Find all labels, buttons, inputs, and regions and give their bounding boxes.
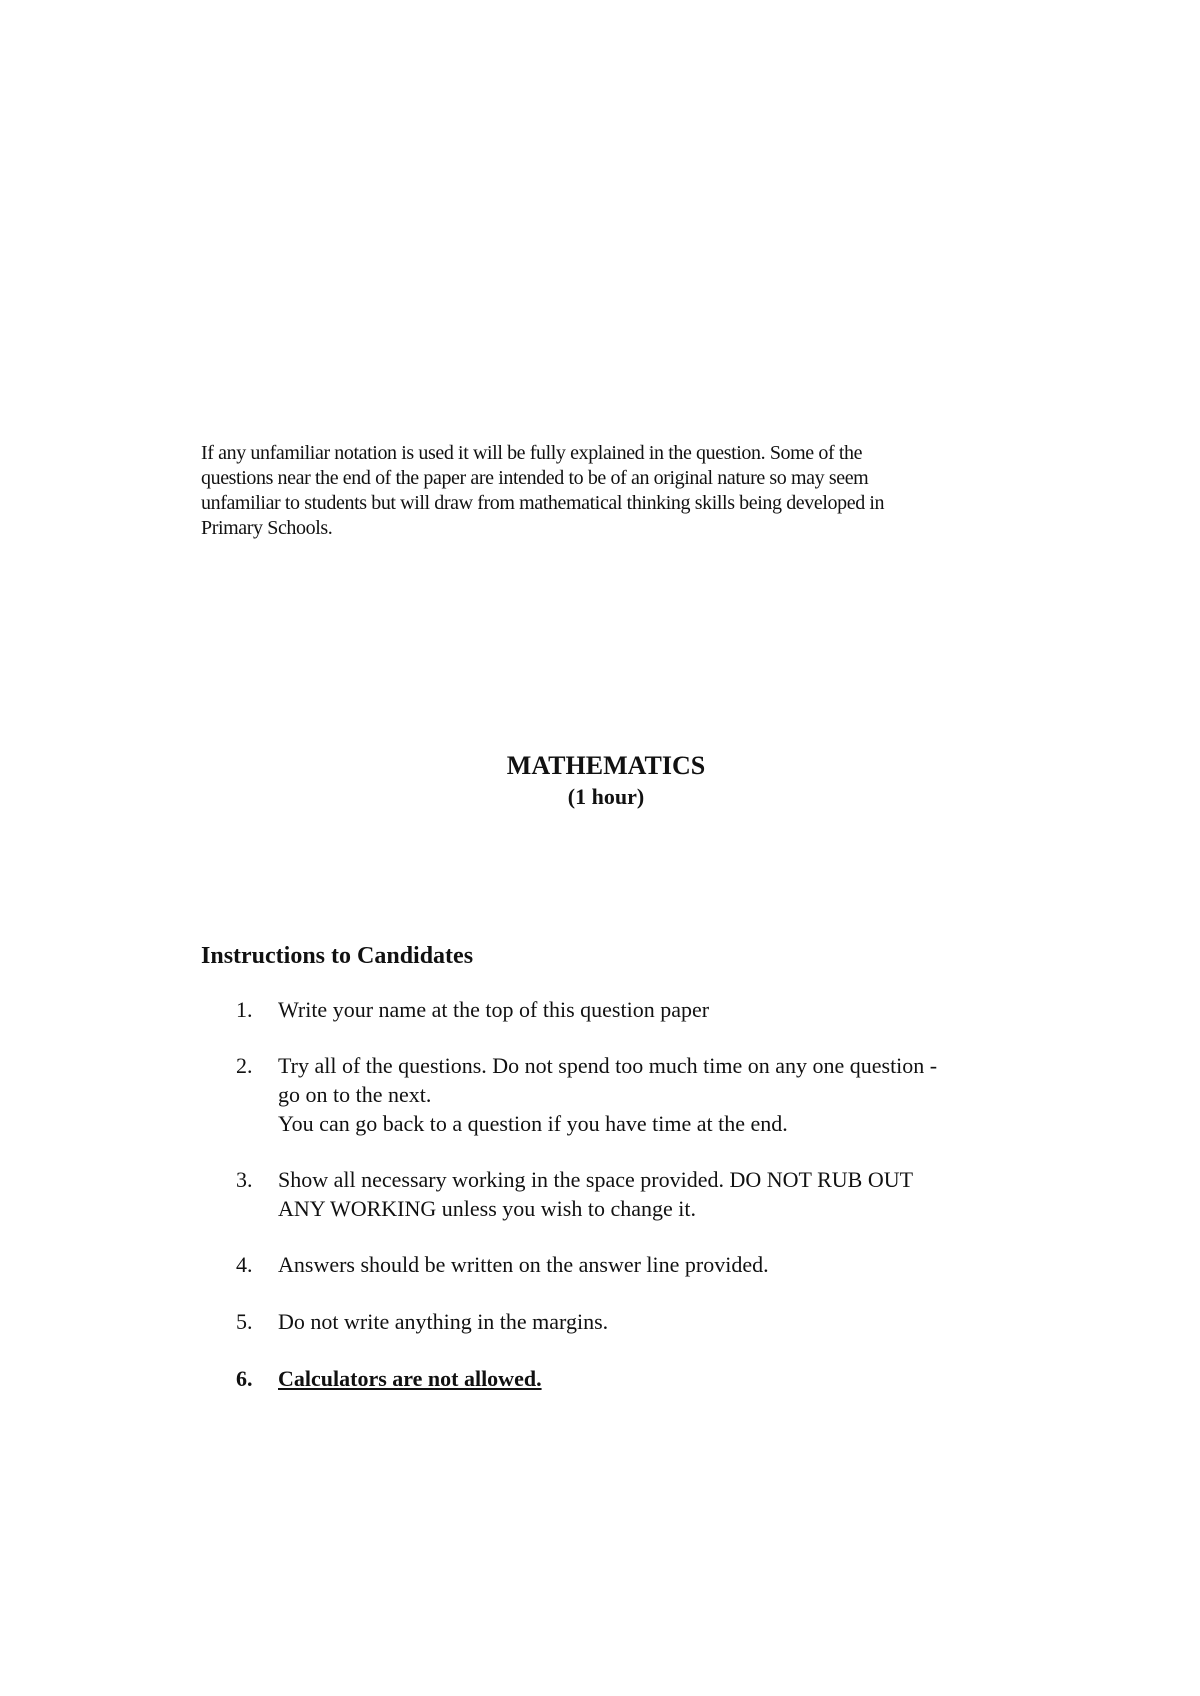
intro-line-1: If any unfamiliar notation is used it will be fully explained in the question. Some of the: [201, 442, 863, 464]
instruction-text-4: [278, 1250, 1056, 1279]
subject-title: MATHEMATICS: [506, 751, 706, 780]
instruction-4-line-1: Answers should be written on the answer line provided.: [278, 1252, 769, 1277]
instruction-6-line-1: Calculators are not allowed.: [278, 1366, 542, 1391]
instruction-number-6: 6.: [236, 1366, 253, 1391]
instruction-text-5: [278, 1307, 1056, 1336]
instruction-number-2: 2.: [236, 1053, 253, 1078]
instruction-number-5: 5.: [236, 1309, 253, 1334]
instruction-item-2: [236, 1051, 1056, 1138]
instruction-3-line-2: ANY WORKING unless you wish to change it.: [278, 1196, 696, 1221]
instructions-heading: Instructions to Candidates: [201, 943, 474, 969]
instruction-5-line-1: Do not write anything in the margins.: [278, 1309, 609, 1334]
exam-duration: (1 hour): [567, 784, 645, 809]
instruction-text-1: [278, 995, 1056, 1024]
instruction-text-2: [278, 1051, 1056, 1138]
instructions-list: [236, 995, 1056, 1393]
instruction-number-1: 1.: [236, 997, 253, 1022]
subject-title-block: [0, 750, 1200, 812]
instruction-number-4: 4.: [236, 1252, 253, 1277]
intro-line-3: unfamiliar to students but will draw from mathematical thinking skills being developed in: [201, 492, 885, 514]
instruction-item-4: [236, 1250, 1056, 1279]
instruction-2-line-3: You can go back to a question if you have time at the end.: [278, 1111, 788, 1136]
instruction-text-6: [278, 1364, 1056, 1393]
instruction-1-line-1: Write your name at the top of this question paper: [278, 997, 710, 1022]
intro-paragraph: [201, 441, 1001, 541]
instruction-number-3: 3.: [236, 1167, 253, 1192]
instruction-text-3: [278, 1165, 1056, 1223]
instruction-item-6: [236, 1364, 1056, 1393]
instruction-3-line-1: Show all necessary working in the space provided. DO NOT RUB OUT: [278, 1167, 914, 1192]
intro-line-2: questions near the end of the paper are intended to be of an original nature so may seem: [201, 467, 869, 489]
instruction-2-line-2: go on to the next.: [278, 1082, 432, 1107]
instruction-item-5: [236, 1307, 1056, 1336]
instruction-2-line-1: Try all of the questions. Do not spend too much time on any one question -: [278, 1053, 938, 1078]
instruction-item-3: [236, 1165, 1056, 1223]
intro-line-4: Primary Schools.: [201, 517, 333, 539]
instruction-item-1: [236, 995, 1056, 1024]
